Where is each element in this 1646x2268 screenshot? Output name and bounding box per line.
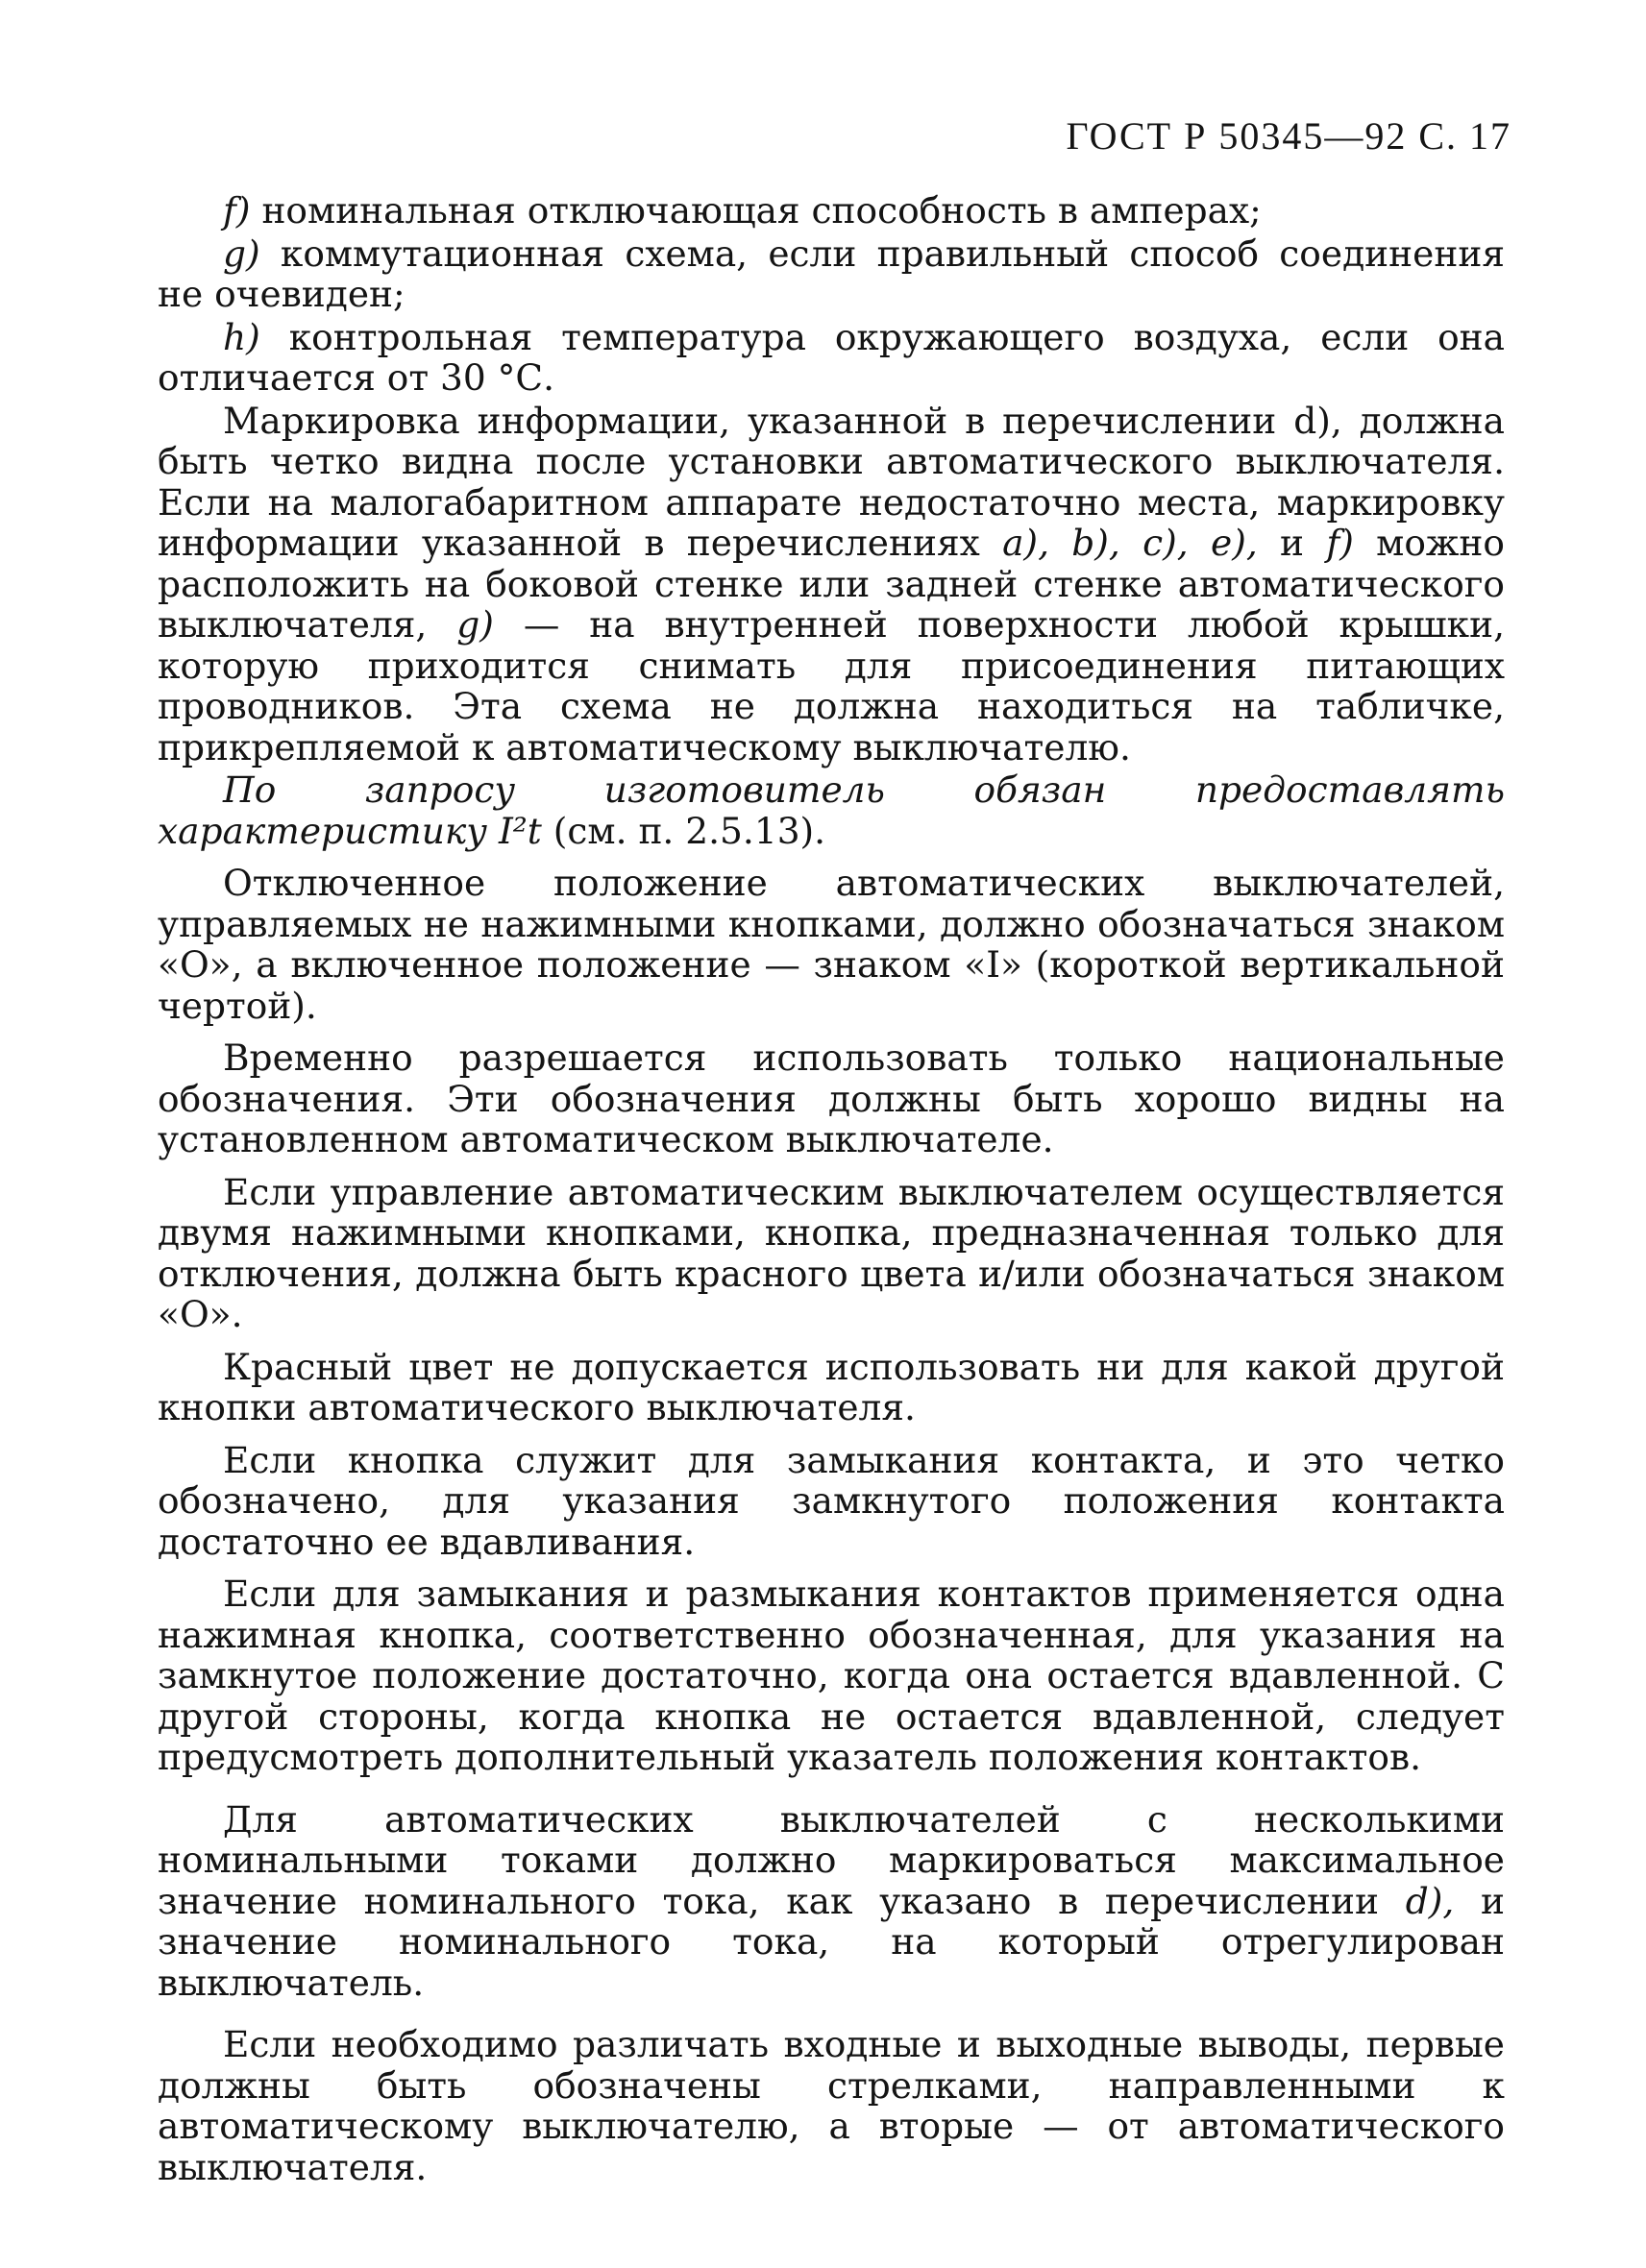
item-refs: a), b), c), e), xyxy=(1002,522,1258,564)
paragraph-national-designations: Временно разрешается использовать только национальные обозначения. Эти обозначения должны быть хорошо видны на установленном автоматическом выключателе. xyxy=(158,1036,1505,1160)
paragraph-marking-info: Маркировка информации, указанной в перечислении d), должна быть четко видна после установки автоматического выключателя. Если на малогабаритном аппарате недостаточно места, маркировку информации указанной в перечислениях a), b), c), e), и f) можно расположить на боковой стенке или задней стенке автоматического выключателя, g) — на внутренней поверхности любой крышки, которую приходится снимать для присоединения питающих проводников. Эта схема не должна находиться на табличке, прикрепляемой к автоматическому выключателю. xyxy=(158,399,1506,768)
paragraph-button-closing: Если кнопка служит для замыкания контакта, и это четко обозначено, для указания замкнутого положения контакта достаточно ее вдавливания. xyxy=(158,1438,1505,1563)
formula-i2t: I²t xyxy=(498,809,542,852)
item-ref-f: f) xyxy=(1326,522,1354,564)
list-item-g xyxy=(158,233,1505,315)
paragraph-characteristic-request: По запросу изготовитель обязан предоставлять характеристику I²t (см. п. 2.5.13). xyxy=(158,768,1505,852)
paragraph-two-buttons: Если управление автоматическим выключателем осуществляется двумя нажимными кнопками, кнопка, предназначенная только для отключения, должна быть красного цвета и/или обозначаться знаком «О». xyxy=(158,1170,1505,1335)
list-item-h xyxy=(158,317,1505,399)
item-letter: h) xyxy=(223,315,260,358)
paragraph-off-position: Отключенное положение автоматических выключателей, управляемых не нажимными кнопками, должно обозначаться знаком «О», а включенное положение — знаком «I» (короткой вертикальной чертой). xyxy=(158,862,1505,1027)
running-header: ГОСТ Р 50345—92 С. 17 xyxy=(1066,114,1511,158)
paragraph-multiple-currents: Для автоматических выключателей с несколькими номинальными токами должно маркироваться максимальное значение номинального тока, как указано в перечислении d), и значение номинального тока, на который отрегулирован выключатель. xyxy=(158,1797,1505,2004)
item-ref-g: g) xyxy=(456,603,494,646)
item-text: контрольная температура окружающего воздуха, если она отличается от 30 °С. xyxy=(158,315,1506,399)
paragraph-red-color: Красный цвет не допускается использовать ни для какой другой кнопки автоматического выключателя. xyxy=(158,1345,1505,1428)
paragraph-single-button: Если для замыкания и размыкания контактов применяется одна нажимная кнопка, соответственно обозначенная, для указания на замкнутое положение достаточно, когда она остается вдавленной. С другой стороны, когда кнопка не остается вдавленной, следует предусмотреть дополнительный указатель положения контактов. xyxy=(158,1573,1505,1778)
list-item-f xyxy=(158,190,1505,232)
item-text: коммутационная схема, если правильный способ соединения не очевиден; xyxy=(158,232,1505,315)
item-letter: g) xyxy=(223,232,260,275)
item-ref-d: d), xyxy=(1405,1879,1455,1922)
item-letter: f) xyxy=(223,189,251,232)
paragraph-terminals: Если необходимо различать входные и выходные выводы, первые должны быть обозначены стрелками, направленными к автоматическому выключателю, а вторые — от автоматического выключателя. xyxy=(158,2023,1505,2188)
body-text xyxy=(158,190,1505,2187)
item-text: номинальная отключающая способность в амперах; xyxy=(261,189,1262,232)
